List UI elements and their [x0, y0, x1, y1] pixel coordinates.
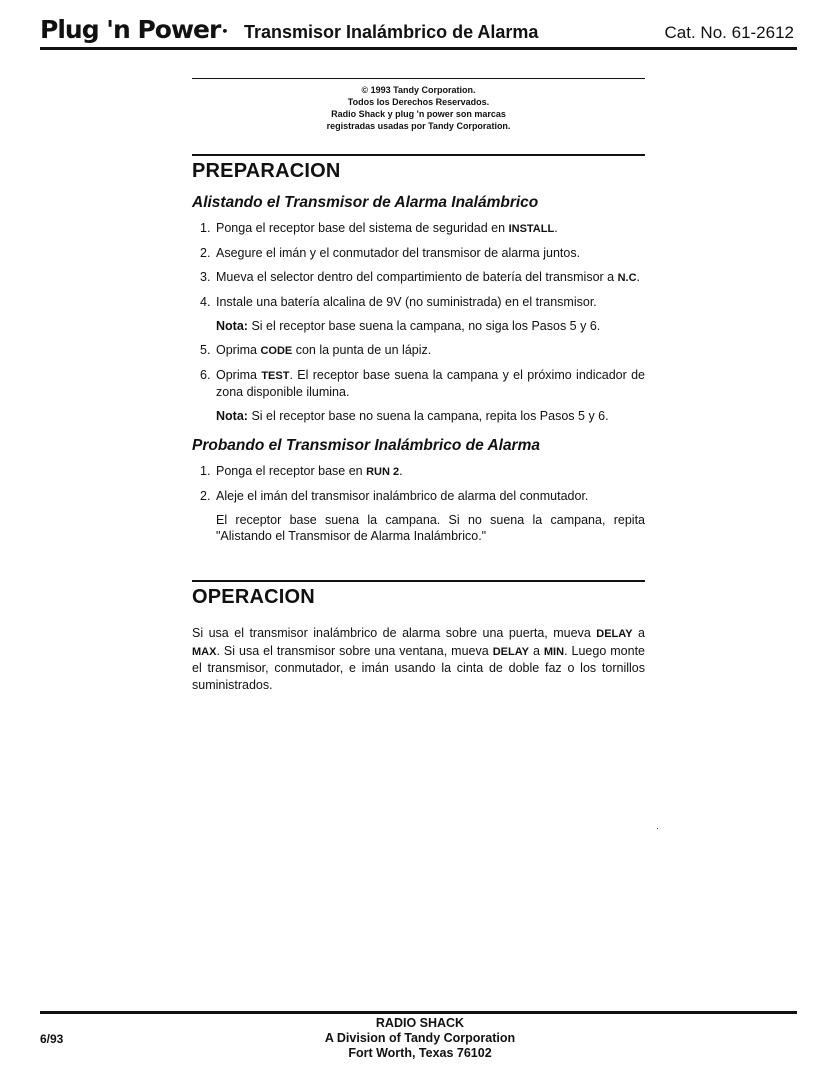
step-number: 3. [200, 270, 211, 284]
page-header [0, 0, 820, 52]
subheading-probando: Probando el Transmisor Inalámbrico de Alarma [192, 437, 540, 454]
steps-list-probando [192, 463, 645, 504]
step-item [192, 488, 645, 504]
copyright-notice [192, 84, 645, 132]
catalog-number: Cat. No. 61-2612 [664, 23, 794, 42]
key-label: DELAY [596, 628, 633, 640]
section-title-preparacion: PREPARACION [192, 160, 341, 182]
step-number: 4. [200, 295, 211, 309]
note [192, 408, 645, 424]
step-number: 1. [200, 464, 211, 478]
step-text: . El receptor base suena la campana y el próximo indicador de zona disponible ilumina. [216, 368, 646, 399]
main-content [192, 78, 645, 693]
para-text: a [632, 626, 645, 640]
note-label: Nota: [216, 319, 248, 333]
steps-list-alistando-cont [192, 342, 645, 400]
note-label: Nota: [216, 409, 248, 423]
note-text: Si el receptor base no suena la campana, repita los Pasos 5 y 6. [251, 409, 609, 423]
step-item [192, 245, 645, 261]
para-text: Si usa el transmisor inalámbrico de alarma sobre una puerta, mueva [192, 626, 597, 640]
step-text: Ponga el receptor base del sistema de seguridad en [216, 221, 509, 235]
copyright-line: Todos los Derechos Reservados. [347, 97, 490, 107]
footer-rule [40, 1011, 797, 1014]
section-rule [192, 580, 645, 582]
key-label: RUN 2 [366, 466, 400, 478]
key-label: MAX [192, 645, 217, 658]
step-text: Ponga el receptor base en [216, 464, 367, 478]
step-number: 5. [200, 343, 211, 357]
steps-list-alistando [192, 220, 645, 310]
document-title: Transmisor Inalámbrico de Alarma [244, 22, 539, 42]
footer-company [260, 1016, 580, 1061]
key-label: CODE [260, 345, 293, 357]
step-text: . [554, 221, 558, 235]
step-text: Asegure el imán y el conmutador del transmisor de alarma juntos. [216, 246, 581, 260]
section-title-operacion: OPERACION [192, 586, 315, 608]
para-text: . Luego monte el transmisor, conmutador, e imán usando la cinta de doble faz o los tornillos suministrados. [192, 643, 645, 692]
brand-name: Plug 'n Power [40, 15, 221, 44]
step-number: 2. [200, 489, 211, 503]
follow-up-text: El receptor base suena la campana. Si no suena la campana, repita "Alistando el Transmisor de Alarma Inalámbrico." [216, 513, 645, 543]
brand-logo [40, 16, 227, 44]
step-text: Instale una batería alcalina de 9V (no suministrada) en el transmisor. [216, 295, 597, 309]
step-text: Mueva el selector dentro del compartimiento de batería del transmisor a [216, 270, 618, 284]
note [192, 318, 645, 334]
key-label: DELAY [492, 645, 529, 658]
header-rule [40, 47, 797, 50]
step-number: 6. [200, 368, 211, 382]
key-label: N.C [617, 272, 637, 284]
key-label: MIN [543, 645, 565, 658]
footer-date: 6/93 [40, 1032, 64, 1046]
step-text: Oprima [216, 368, 262, 382]
step-item [192, 342, 645, 359]
step-text: Oprima [216, 343, 261, 357]
footer-line: Fort Worth, Texas 76102 [348, 1046, 492, 1060]
scan-speck [657, 828, 658, 829]
footer-line: RADIO SHACK [375, 1016, 465, 1030]
step-item [192, 269, 645, 286]
step-item [192, 294, 645, 310]
section-rule [192, 154, 645, 156]
para-text: a [528, 643, 544, 658]
para-text: . Si usa el transmisor sobre una ventana, mueva [216, 643, 493, 658]
step-number: 1. [200, 221, 211, 235]
copyright-line: Radio Shack y plug 'n power son marcas [331, 109, 506, 119]
step-number: 2. [200, 246, 211, 260]
copyright-line: registradas usadas por Tandy Corporation. [326, 121, 511, 131]
copyright-line: © 1993 Tandy Corporation. [361, 85, 476, 95]
key-label: TEST [261, 370, 290, 382]
step-text: . [636, 270, 641, 284]
copyright-rule [192, 78, 645, 79]
step-item [192, 463, 645, 480]
key-label: INSTALL [508, 223, 555, 235]
step-text: . [399, 464, 403, 478]
brand-mark: • [221, 25, 228, 38]
footer-line: A Division of Tandy Corporation [324, 1031, 516, 1045]
operacion-paragraph [192, 625, 645, 693]
step-text: Aleje el imán del transmisor inalámbrico de alarma del conmutador. [216, 489, 589, 503]
note-text: Si el receptor base suena la campana, no siga los Pasos 5 y 6. [251, 319, 601, 333]
step-item [192, 367, 645, 400]
subheading-alistando: Alistando el Transmisor de Alarma Inalámbrico [192, 194, 539, 211]
step-text: con la punta de un lápiz. [292, 343, 432, 357]
step-item [192, 220, 645, 237]
